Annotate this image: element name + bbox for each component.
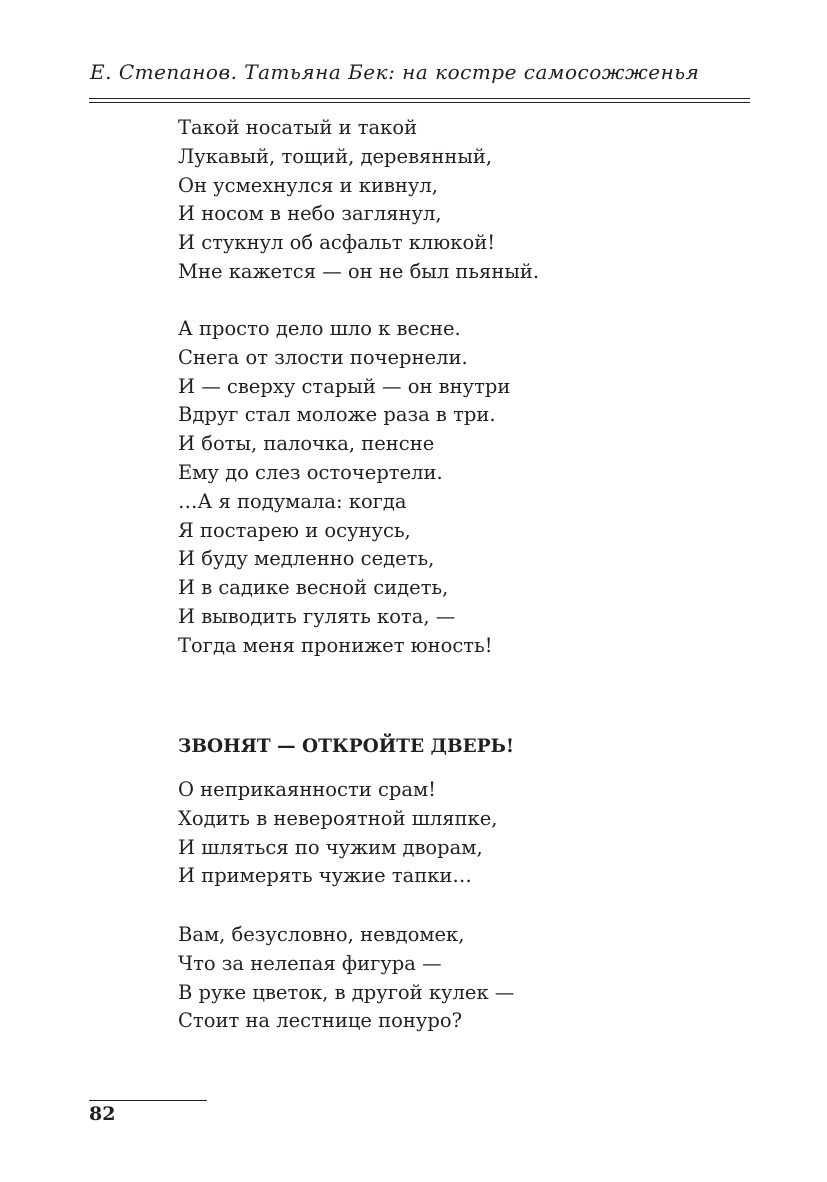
poem-line: Ходить в невероятной шляпке, [178,806,498,830]
poem-line: Снега от злости почернели. [178,345,468,369]
poem-line: И в садике весной сидеть, [178,576,449,600]
header-rule-top [89,98,750,99]
poem-line: О неприкаянности срам! [178,778,436,801]
poem2-stanza1 [178,776,698,891]
running-header: Е. Степанов. Татьяна Бек: на костре самосожженья [90,60,700,84]
poem-line: Ему до слез осточертели. [178,460,443,484]
poem-line: И шляться по чужим дворам, [178,835,483,859]
poem-line: В руке цветок, в другой кулек — [178,980,515,1004]
poem-line: Лукавый, тощий, деревянный, [178,144,493,168]
page-number: 82 [89,1103,116,1125]
poem-line: Вам, безусловно, невдомек, [178,923,465,946]
poem-line: Что за нелепая фигура — [178,951,442,975]
footer-rule [89,1100,207,1101]
poem-line: …А я подумала: когда [178,489,407,513]
poem-line: Вдруг стал моложе раза в три. [178,403,496,427]
poem-line: И буду медленно седеть, [178,547,435,571]
poem-line: И примерять чужие тапки… [178,864,472,888]
poem-line: Я постарею и осунусь, [178,518,411,542]
poem-line: Мне кажется — он не был пьяный. [178,259,540,283]
poem-line: Тогда меня пронижет юность! [178,633,493,657]
poem2-stanza2 [178,921,698,1036]
poem-line: Такой носатый и такой [178,116,418,139]
poem-line: И боты, палочка, пенсне [178,432,435,456]
poem-line: И выводить гулять кота, — [178,604,456,628]
poem-line: А просто дело шло к весне. [178,317,461,340]
header-rule-bottom [89,102,750,103]
poem-title: ЗВОНЯТ — ОТКРОЙТЕ ДВЕРЬ! [178,736,515,757]
poem1-stanza1 [178,114,698,287]
poem-line: И стукнул об асфальт клюкой! [178,231,496,255]
poem-line: И — сверху старый — он внутри [178,374,511,398]
poem-line: Он усмехнулся и кивнул, [178,173,438,197]
poem-line: Стоит на лестнице понуро? [178,1009,463,1033]
poem-line: И носом в небо заглянул, [178,202,442,226]
poem1-stanza2 [178,315,698,661]
